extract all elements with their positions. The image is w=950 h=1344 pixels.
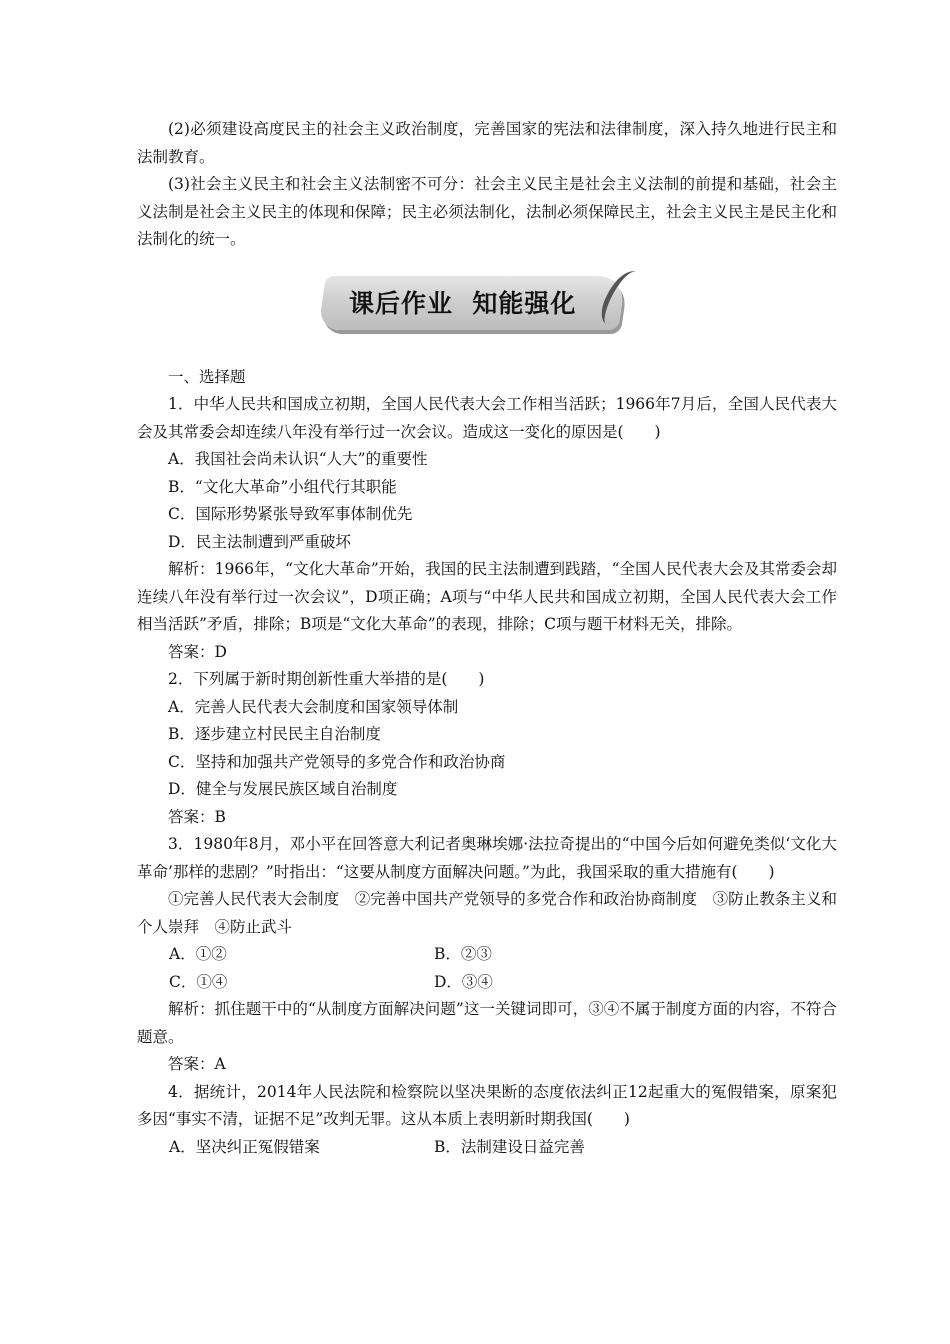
option-d: D．健全与发展民族区域自治制度 xyxy=(168,780,398,798)
answer: 答案：A xyxy=(168,1055,226,1073)
section-heading: 一、选择题 xyxy=(168,367,246,386)
banner-title: 课后作业 知能强化 xyxy=(349,288,577,318)
analysis: 解析：抓住题干中的“从制度方面解决问题”这一关键词即可，③④不属于制度方面的内容，不符合题意。 xyxy=(137,1000,837,1046)
options-row-1 xyxy=(137,941,837,969)
question-stem: 1．中华人民共和国成立初期，全国人民代表大会工作相当活跃；1966年7月后，全国人民代表大会及其常委会却连续八年没有举行过一次会议。造成这一变化的原因是( ) xyxy=(137,395,837,441)
question-1 xyxy=(137,391,837,666)
option-d: D．③④ xyxy=(434,972,493,991)
option-a: A．坚决纠正冤假错案 xyxy=(169,1137,320,1156)
option-a: A．完善人民代表大会制度和国家领导体制 xyxy=(168,697,459,716)
question-2 xyxy=(137,666,837,831)
question-4 xyxy=(137,1079,837,1162)
option-b: B．法制建设日益完善 xyxy=(434,1137,585,1156)
option-a: A．①② xyxy=(169,945,227,963)
option-c: C．国际形势紧张导致军事体制优先 xyxy=(168,505,413,523)
intro-paragraph-2: (2)必须建设高度民主的社会主义政治制度，完善国家的宪法和法律制度，深入持久地进行民主和法制教育。 xyxy=(137,120,837,166)
section-banner xyxy=(137,268,837,346)
options-row-2 xyxy=(137,969,837,997)
question-stem: 2．下列属于新时期创新性重大举措的是( ) xyxy=(168,670,485,688)
option-c: C．坚持和加强共产党领导的多党合作和政治协商 xyxy=(168,752,506,771)
document-page xyxy=(137,116,837,1161)
options-row-1 xyxy=(137,1134,837,1162)
question-3 xyxy=(137,831,837,1079)
question-stem: 4．据统计，2014年人民法院和检察院以坚决果断的态度依法纠正12起重大的冤假错案，原案犯多因“事实不清，证据不足”改判无罪。这从本质上表明新时期我国( ) xyxy=(137,1082,837,1128)
answer: 答案：B xyxy=(168,807,226,826)
option-b: B．逐步建立村民民主自治制度 xyxy=(168,725,381,743)
numbered-items: ①完善人民代表大会制度 ②完善中国共产党领导的多党合作和政治协商制度 ③防止教条主义和个人崇拜 ④防止武斗 xyxy=(137,890,837,936)
option-a: A．我国社会尚未认识“人大”的重要性 xyxy=(168,450,428,468)
question-stem: 3．1980年8月，邓小平在回答意大利记者奥琳埃娜·法拉奇提出的“中国今后如何避免类似‘文化大革命’那样的悲剧？”时指出：“这要从制度方面解决问题。”为此，我国采取的重大措施有( ) xyxy=(137,835,837,881)
option-c: C．①④ xyxy=(169,972,228,991)
answer: 答案：D xyxy=(168,642,227,661)
analysis: 解析：1966年，“文化大革命”开始，我国的民主法制遭到践踏，“全国人民代表大会及其常委会却连续八年没有举行过一次会议”，D项正确；A项与“中华人民共和国成立初期，全国人民代表大会工作相当活跃”矛盾，排除；B项是“文化大革命”的表现，排除；C项与题干材料无关，排除。 xyxy=(137,560,837,633)
intro-paragraph-3: (3)社会主义民主和社会主义法制密不可分：社会主义民主是社会主义法制的前提和基础，社会主义法制是社会主义民主的体现和保障；民主必须法制化，法制必须保障民主，社会主义民主是民主化和法制化的统一。 xyxy=(137,175,837,248)
option-b: B．“文化大革命”小组代行其职能 xyxy=(168,477,397,496)
option-d: D．民主法制遭到严重破坏 xyxy=(168,532,351,551)
option-b: B．②③ xyxy=(434,945,492,963)
